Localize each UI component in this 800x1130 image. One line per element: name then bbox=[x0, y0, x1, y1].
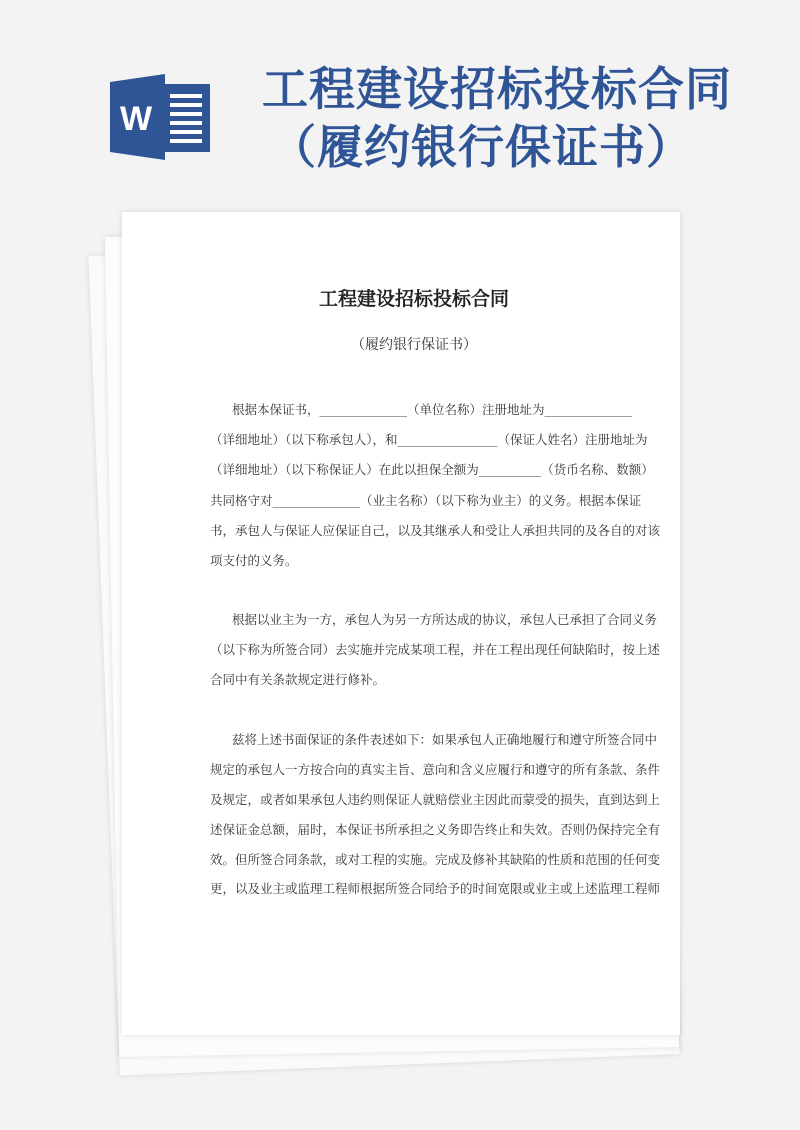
paragraph-line: （详细地址）（以下称保证人）在此以担保全额为__________（货币名称、数额） bbox=[210, 462, 654, 477]
paragraph-line: 规定的承包人一方按合向的真实主旨、意向和含义应履行和遵守的所有条款、条件 bbox=[210, 762, 661, 777]
paragraph-line: 述保证金总额，届时，本保证书所承担之义务即告终止和失效。否则仍保持完全有 bbox=[210, 822, 661, 837]
paragraph-line: 合同中有关条款规定进行修补。 bbox=[210, 672, 386, 687]
paragraph-line: 更，以及业主或监理工程师根据所签合同给予的时间宽限或业主或上述监理工程师 bbox=[210, 881, 661, 896]
header-title-line2: （履约银行保证书） bbox=[270, 120, 693, 174]
paragraph-line: 及规定，或者如果承包人违约则保证人就赔偿业主因此而蒙受的损失，直到达到上 bbox=[210, 792, 661, 807]
word-doc-icon bbox=[110, 72, 215, 162]
document-subtitle: （履约银行保证书） bbox=[351, 337, 477, 353]
header-title bbox=[262, 60, 732, 176]
word-letter: W bbox=[119, 100, 153, 138]
document-title: 工程建设招标投标合同 bbox=[318, 288, 509, 310]
paragraph-line: 书，承包人与保证人应保证自己，以及其继承人和受让人承担共同的及各自的对该 bbox=[210, 523, 661, 538]
paragraph-line: （以下称为所签合同）去实施并完成某项工程，并在工程出现任何缺陷时，按上述 bbox=[210, 642, 661, 657]
paragraph-line: （详细地址）（以下称承包人），和________________（保证人姓名）注册地址为 bbox=[210, 432, 648, 447]
paragraph-line: 根据以业主为一方，承包人为另一方所达成的协议，承包人已承担了合同义务 bbox=[232, 612, 658, 627]
paragraph-line: 效。但所签合同条款，或对工程的实施。完成及修补其缺陷的性质和范围的任何变 bbox=[210, 852, 661, 867]
paragraph-line: 共同格守对______________（业主名称）（以下称为业主）的义务。根据本保证 bbox=[210, 493, 642, 508]
paragraph-line: 根据本保证书，______________（单位名称）注册地址为______________ bbox=[232, 402, 633, 417]
paragraph-line: 兹将上述书面保证的条件表述如下：如果承包人正确地履行和遵守所签合同中 bbox=[232, 732, 658, 747]
paragraph-line: 项支付的义务。 bbox=[210, 553, 298, 568]
header-title-line1: 工程建设招标投标合同 bbox=[262, 62, 732, 116]
